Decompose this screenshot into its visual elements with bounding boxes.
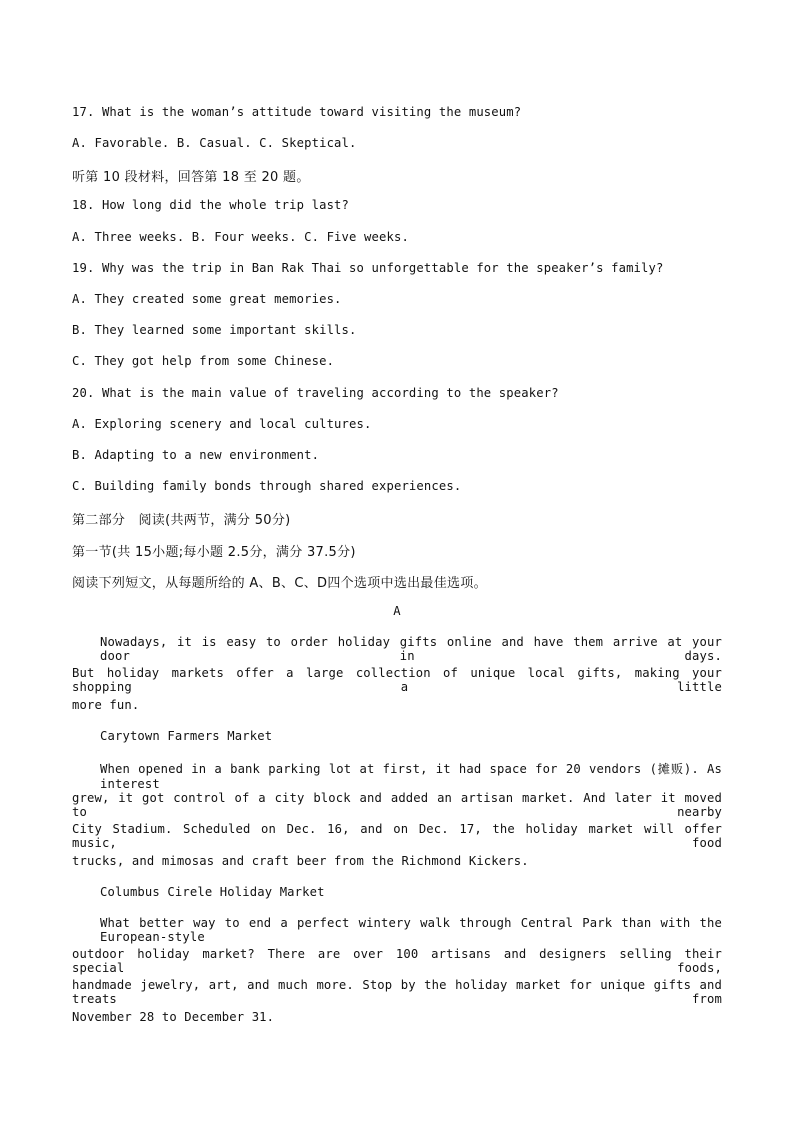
q19-option-c: C. They got help from some Chinese. [72, 354, 335, 368]
market2-line: outdoor holiday market? There are over 100 artisans and designers selling their special foods, [72, 947, 722, 975]
q18-options: A. Three weeks. B. Four weeks. C. Five weeks. [72, 230, 409, 244]
q20-option-c: C. Building family bonds through shared experiences. [72, 479, 462, 493]
q18-question: 18. How long did the whole trip last? [72, 198, 350, 212]
q20-option-a: A. Exploring scenery and local cultures. [72, 417, 372, 431]
q17-options: A. Favorable. B. Casual. C. Skeptical. [72, 136, 357, 150]
market2-line: handmade jewelry, art, and much more. Stop by the holiday market for unique gifts and treats from [72, 978, 722, 1006]
market2-line: November 28 to December 31. [72, 1010, 275, 1024]
q19-option-a: A. They created some great memories. [72, 292, 342, 306]
intro-line: Nowadays, it is easy to order holiday gifts online and have them arrive at your door in days. [100, 635, 722, 663]
q19-option-b: B. They learned some important skills. [72, 323, 357, 337]
q19-question: 19. Why was the trip in Ban Rak Thai so unforgettable for the speaker’s family? [72, 261, 664, 275]
market1-line: When opened in a bank parking lot at first, it had space for 20 vendors (摊贩). As interest [100, 762, 722, 791]
market1-line: City Stadium. Scheduled on Dec. 16, and on Dec. 17, the holiday market will offer music, food [72, 822, 722, 850]
q20-question: 20. What is the main value of traveling according to the speaker? [72, 386, 559, 400]
q17-question: 17. What is the woman’s attitude toward visiting the museum? [72, 105, 522, 119]
intro-line: But holiday markets offer a large collection of unique local gifts, making your shopping a little [72, 666, 722, 694]
market2-title: Columbus Cirele Holiday Market [100, 885, 325, 899]
reading-section-title: 第一节(共 15小题;每小题 2.5分，满分 37.5分) [72, 545, 356, 560]
market2-line: What better way to end a perfect wintery walk through Central Park than with the European-style [100, 916, 722, 944]
intro-line: more fun. [72, 698, 140, 712]
market1-title: Carytown Farmers Market [100, 729, 273, 743]
reading-instruction: 阅读下列短文，从每题所给的 A、B、C、D四个选项中选出最佳选项。 [72, 576, 487, 591]
q20-option-b: B. Adapting to a new environment. [72, 448, 320, 462]
section10-instruction: 听第 10 段材料，回答第 18 至 20 题。 [72, 170, 310, 185]
passage-letter: A [393, 604, 401, 618]
reading-part-title: 第二部分 阅读(共两节，满分 50分) [72, 513, 291, 528]
market1-line: grew, it got control of a city block and added an artisan market. And later it moved to nearby [72, 791, 722, 819]
market1-line: trucks, and mimosas and craft beer from the Richmond Kickers. [72, 854, 529, 868]
